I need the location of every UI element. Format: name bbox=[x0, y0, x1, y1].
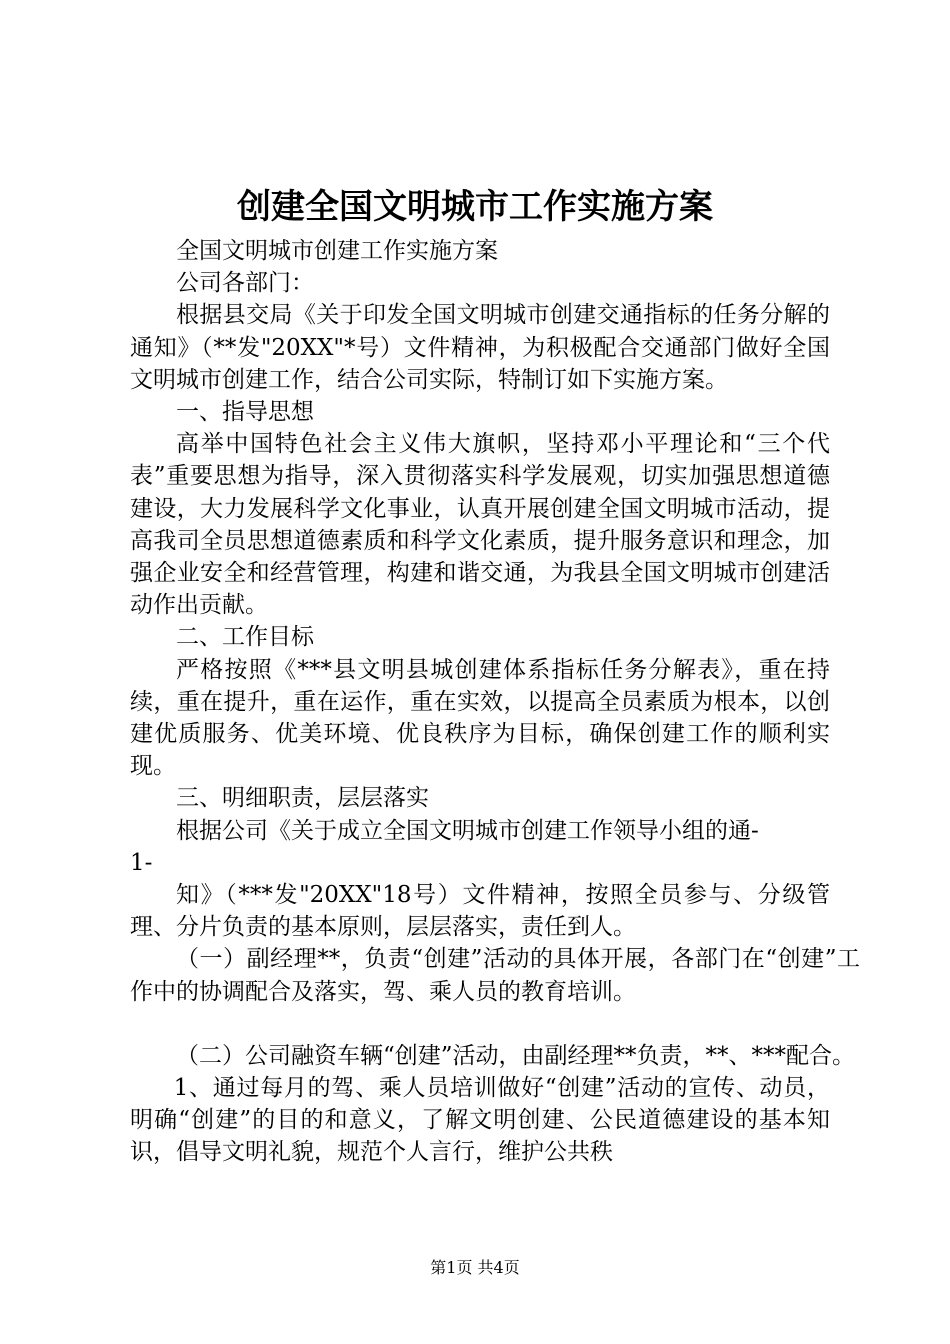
section-heading-responsibilities: 三、明细职责，层层落实 bbox=[176, 785, 429, 812]
document-body bbox=[130, 235, 860, 1169]
subtitle-paragraph: 全国文明城市创建工作实施方案 bbox=[176, 238, 498, 264]
blank-line bbox=[130, 1008, 830, 1040]
page-footer: 第1页 共4页 bbox=[430, 1258, 520, 1277]
section-heading-work-goal: 二、工作目标 bbox=[176, 624, 314, 651]
responsibilities-paragraph-start: 根据公司《关于成立全国文明城市创建工作领导小组的通- bbox=[176, 817, 759, 844]
salutation: 公司各部门： bbox=[176, 270, 314, 297]
item-one-paragraph: （一）副经理**，负责“创建”活动的具体开展，各部门在“创建”工作中的协调配合及落实，驾、乘人员的教育培训。 bbox=[130, 946, 860, 1005]
document-title: 创建全国文明城市工作实施方案 bbox=[237, 187, 713, 227]
responsibilities-paragraph-continued: 知》（***发"20XX"18号）文件精神，按照全员参与、分级管理、分片负责的基本原则，层层落实，责任到人。 bbox=[130, 882, 830, 941]
work-goal-paragraph: 严格按照《***县文明县城创建体系指标任务分解表》，重在持续，重在提升，重在运作，重在实效，以提高全员素质为根本，以创建优质服务、优美环境、优良秩序为目标，确保创建工作的顺利实现。 bbox=[130, 656, 830, 780]
intro-paragraph: 根据县交局《关于印发全国文明城市创建交通指标的任务分解的通知》（**发"20XX"*号）文件精神，为积极配合交通部门做好全国文明城市创建工作，结合公司实际，特制订如下实施方案。 bbox=[130, 302, 830, 393]
section-heading-guiding-ideology: 一、指导思想 bbox=[176, 399, 314, 426]
item-two-paragraph: （二）公司融资车辆“创建”活动，由副经理**负责，**、***配合。 bbox=[176, 1042, 856, 1069]
guiding-ideology-paragraph: 高举中国特色社会主义伟大旗帜，坚持邓小平理论和“三个代表”重要思想为指导，深入贯彻落实科学发展观，切实加强思想道德建设，大力发展科学文化事业，认真开展创建全国文明城市活动，提高我司全员思想道德素质和科学文化素质，提升服务意识和理念，加强企业安全和经营管理，构建和谐交通，为我县全国文明城市创建活动作出贡献。 bbox=[130, 431, 830, 619]
item-two-subitem-one: 1、通过每月的驾、乘人员培训做好“创建”活动的宣传、动员，明确“创建”的目的和意义，了解文明创建、公民道德建设的基本知识，倡导文明礼貌，规范个人言行，维护公共秩 bbox=[130, 1075, 830, 1166]
page-number-marker: 1- bbox=[130, 849, 153, 876]
